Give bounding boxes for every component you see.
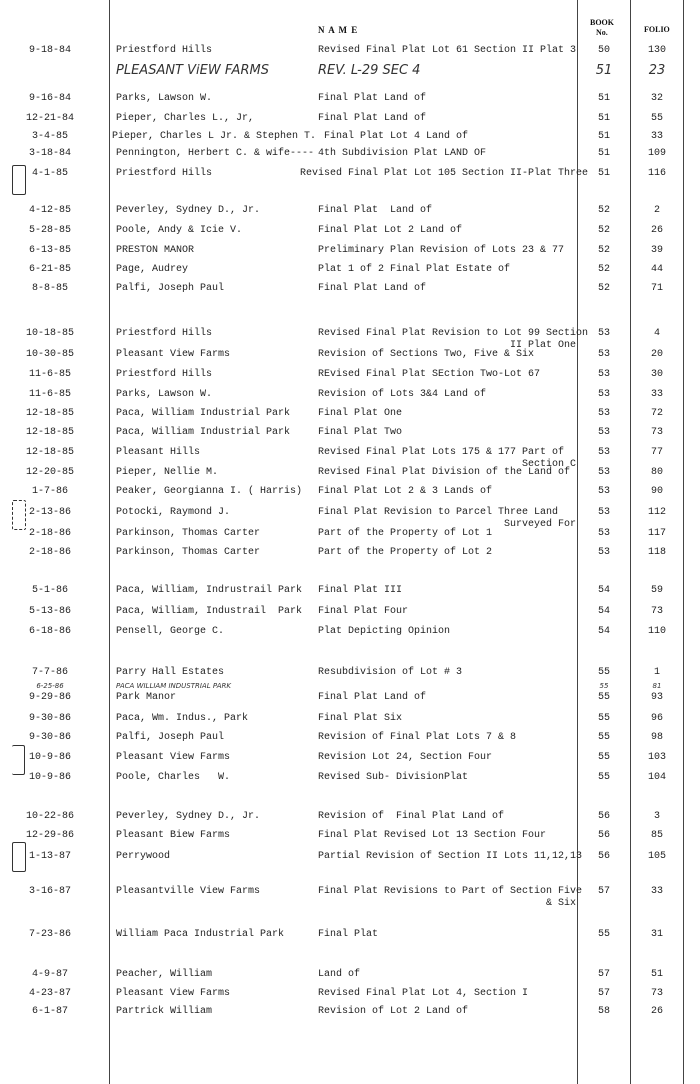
cell-date: 11-6-85 — [28, 389, 71, 400]
cell-desc: Revised Final Plat Lot 105 Section II-Plat Three — [300, 168, 589, 179]
cell-folio: 2 — [653, 205, 660, 216]
cell-date: 9-30-86 — [28, 732, 71, 743]
cell-desc2: Section C — [521, 459, 576, 470]
cell-date: 4-12-85 — [28, 205, 71, 216]
cell-folio: 73 — [650, 427, 663, 438]
cell-name: Pieper, Nellie M. — [116, 467, 219, 478]
cell-desc: Part of the Property of Lot 2 — [318, 547, 493, 558]
cell-name: Parks, Lawson W. — [116, 389, 213, 400]
cell-date: 12-18-85 — [25, 427, 74, 438]
table-row — [0, 389, 700, 403]
cell-name: Pleasant View Farms — [116, 988, 231, 999]
cell-book: 55 — [597, 929, 610, 940]
cell-date: 4-1-85 — [31, 168, 68, 179]
cell-book: 55 — [597, 713, 610, 724]
cell-date: 2-13-86 — [28, 507, 71, 518]
cell-desc2: II Plat One — [509, 340, 576, 351]
cell-folio: 81 — [652, 682, 662, 690]
cell-name: Paca, William, Industrail Park — [116, 606, 303, 617]
cell-book: 56 — [597, 830, 610, 841]
cell-book: 54 — [597, 606, 610, 617]
cell-name: William Paca Industrial Park — [116, 929, 285, 940]
cell-date: 10-9-86 — [28, 772, 71, 783]
cell-name: Poole, Charles W. — [116, 772, 231, 783]
table-row — [0, 606, 700, 620]
cell-desc: Final Plat Four — [318, 606, 409, 617]
cell-folio: 71 — [650, 283, 663, 294]
table-row — [0, 667, 700, 681]
cell-name: Paca, William Industrial Park — [116, 427, 291, 438]
table-row — [0, 692, 700, 706]
table-row — [0, 988, 700, 1002]
cell-desc: Preliminary Plan Revision of Lots 23 & 77 — [318, 245, 565, 256]
cell-book: 58 — [597, 1006, 610, 1017]
cell-date: 7-23-86 — [28, 929, 71, 940]
cell-desc2: & Six — [545, 898, 576, 909]
cell-book: 57 — [597, 886, 610, 897]
table-row — [0, 772, 700, 786]
table-row — [0, 752, 700, 766]
table-row — [0, 349, 700, 363]
cell-desc: Final Plat Revised Lot 13 Section Four — [318, 830, 547, 841]
cell-folio: 77 — [650, 447, 663, 458]
column-divider-folio — [630, 0, 631, 1084]
cell-folio: 20 — [650, 349, 663, 360]
cell-date: 6-18-86 — [28, 626, 71, 637]
cell-book: 53 — [597, 389, 610, 400]
table-row — [0, 447, 700, 470]
cell-desc: Revised Final Plat Revision to Lot 99 Section — [318, 328, 589, 339]
cell-folio: 93 — [650, 692, 663, 703]
table-row — [0, 467, 700, 481]
table-row — [0, 205, 700, 219]
table-row — [0, 713, 700, 727]
cell-desc: Final Plat Land of — [318, 283, 427, 294]
table-row — [0, 427, 700, 441]
cell-desc: Revision Lot 24, Section Four — [318, 752, 493, 763]
table-row — [0, 507, 700, 530]
table-row — [0, 369, 700, 383]
cell-folio: 130 — [647, 45, 666, 56]
cell-folio: 39 — [650, 245, 663, 256]
cell-folio: 80 — [650, 467, 663, 478]
cell-name: PRESTON MANOR — [116, 245, 195, 256]
cell-folio: 51 — [650, 969, 663, 980]
cell-date: 11-6-85 — [28, 369, 71, 380]
cell-book: 55 — [597, 752, 610, 763]
cell-desc: Plat Depicting Opinion — [318, 626, 451, 637]
cell-folio: 104 — [647, 772, 666, 783]
cell-desc: Revision of Lot 2 Land of — [318, 1006, 469, 1017]
table-row — [0, 245, 700, 259]
cell-folio: 98 — [650, 732, 663, 743]
cell-name: Partrick William — [116, 1006, 213, 1017]
cell-date: 5-1-86 — [31, 585, 68, 596]
cell-date: 3-16-87 — [28, 886, 71, 897]
table-row — [0, 486, 700, 500]
table-row — [0, 886, 700, 909]
cell-date: 9-16-84 — [28, 93, 71, 104]
cell-folio: 90 — [650, 486, 663, 497]
cell-desc: Partial Revision of Section II Lots 11,12,13 — [318, 851, 583, 862]
table-row — [0, 93, 700, 107]
cell-date: 12-29-86 — [25, 830, 74, 841]
cell-book: 51 — [597, 93, 610, 104]
cell-date: 9-29-86 — [28, 692, 71, 703]
table-row — [0, 547, 700, 561]
table-row — [0, 969, 700, 983]
cell-folio: 23 — [648, 63, 666, 78]
cell-name: Parks, Lawson W. — [116, 93, 213, 104]
cell-folio: 33 — [650, 389, 663, 400]
cell-desc: Revised Final Plat Lots 175 & 177 Part of — [318, 447, 565, 458]
cell-book: 53 — [597, 408, 610, 419]
cell-date: 9-30-86 — [28, 713, 71, 724]
cell-desc: REvised Final Plat SEction Two-Lot 67 — [318, 369, 541, 380]
cell-name: Pieper, Charles L., Jr, — [116, 113, 255, 124]
cell-book: 55 — [597, 692, 610, 703]
cell-date: 6-13-85 — [28, 245, 71, 256]
cell-folio: 109 — [647, 148, 666, 159]
cell-book: 51 — [597, 168, 610, 179]
name-header: N A M E — [318, 25, 359, 35]
column-divider-right — [683, 0, 684, 1084]
cell-name: Peverley, Sydney D., Jr. — [116, 205, 261, 216]
cell-desc: Land of — [318, 969, 361, 980]
cell-book: 52 — [597, 283, 610, 294]
table-row — [0, 408, 700, 422]
book-no-header: No. — [596, 28, 608, 37]
cell-name: Palfi, Joseph Paul — [116, 732, 225, 743]
table-row — [0, 283, 700, 297]
cell-book: 53 — [597, 328, 610, 339]
cell-desc: Revised Final Plat Lot 61 Section II Plat 3 — [318, 45, 577, 56]
cell-name: Page, Audrey — [116, 264, 189, 275]
cell-desc: Final Plat Revisions to Part of Section Five — [318, 886, 583, 897]
cell-desc: Final Plat One — [318, 408, 403, 419]
cell-book: 52 — [597, 225, 610, 236]
cell-folio: 117 — [647, 528, 666, 539]
cell-folio: 26 — [650, 225, 663, 236]
table-row — [0, 1006, 700, 1020]
cell-folio: 116 — [647, 168, 666, 179]
table-row — [0, 45, 700, 59]
cell-name: Parkinson, Thomas Carter — [116, 547, 261, 558]
cell-desc: Revision of Lots 3&4 Land of — [318, 389, 487, 400]
cell-book: 53 — [597, 369, 610, 380]
cell-date: 8-8-85 — [31, 283, 68, 294]
cell-date: 2-18-86 — [28, 547, 71, 558]
folio-header: FOLIO — [644, 25, 670, 34]
cell-book: 57 — [597, 969, 610, 980]
cell-book: 50 — [597, 45, 610, 56]
cell-desc2: Surveyed For — [503, 519, 576, 530]
cell-desc: Plat 1 of 2 Final Plat Estate of — [318, 264, 511, 275]
cell-date: 2-18-86 — [28, 528, 71, 539]
cell-date: 3-18-84 — [28, 148, 71, 159]
cell-desc: Final Plat Lot 2 & 3 Lands of — [318, 486, 493, 497]
cell-date: 10-9-86 — [28, 752, 71, 763]
cell-date: 12-21-84 — [25, 113, 74, 124]
cell-name: Potocki, Raymond J. — [116, 507, 231, 518]
cell-book: 52 — [597, 205, 610, 216]
cell-desc: Final Plat — [318, 929, 379, 940]
cell-desc: Part of the Property of Lot 1 — [318, 528, 493, 539]
cell-date: 7-7-86 — [31, 667, 68, 678]
cell-book: 51 — [597, 113, 610, 124]
cell-folio: 96 — [650, 713, 663, 724]
cell-folio: 73 — [650, 606, 663, 617]
cell-book: 53 — [597, 349, 610, 360]
cell-name: PACA WILLIAM INDUSTRIAL PARK — [116, 682, 231, 690]
cell-date: 6-1-87 — [31, 1006, 68, 1017]
cell-name: Parkinson, Thomas Carter — [116, 528, 261, 539]
cell-name: Peaker, Georgianna I. ( Harris) — [116, 486, 303, 497]
cell-name: Poole, Andy & Icie V. — [116, 225, 243, 236]
cell-name: Parry Hall Estates — [116, 667, 225, 678]
cell-name: Peacher, William — [116, 969, 213, 980]
column-divider-book — [577, 0, 578, 1084]
cell-name: Pleasant Hills — [116, 447, 201, 458]
cell-date: 12-18-85 — [25, 408, 74, 419]
cell-desc: Final Plat Lot 2 Land of — [318, 225, 463, 236]
cell-desc: Revision of Final Plat Land of — [318, 811, 505, 822]
cell-folio: 32 — [650, 93, 663, 104]
table-row — [0, 65, 700, 79]
cell-book: 55 — [599, 682, 609, 690]
cell-book: 53 — [597, 486, 610, 497]
cell-folio: 110 — [647, 626, 666, 637]
cell-name: Priestford Hills — [116, 369, 213, 380]
cell-folio: 3 — [653, 811, 660, 822]
cell-folio: 112 — [647, 507, 666, 518]
cell-desc: REV. L-29 SEC 4 — [318, 63, 421, 78]
table-row — [0, 929, 700, 943]
cell-book: 56 — [597, 851, 610, 862]
cell-book: 54 — [597, 626, 610, 637]
cell-date: 6-21-85 — [28, 264, 71, 275]
cell-desc: Resubdivision of Lot # 3 — [318, 667, 463, 678]
cell-book: 54 — [597, 585, 610, 596]
cell-folio: 4 — [653, 328, 660, 339]
cell-desc: Final Plat Land of — [318, 205, 433, 216]
cell-date: 3-4-85 — [31, 131, 68, 142]
cell-book: 51 — [595, 63, 613, 78]
cell-book: 57 — [597, 988, 610, 999]
cell-name: Pleasantville View Farms — [116, 886, 261, 897]
cell-book: 52 — [597, 245, 610, 256]
table-row — [0, 148, 700, 162]
cell-folio: 85 — [650, 830, 663, 841]
cell-book: 53 — [597, 447, 610, 458]
cell-folio: 103 — [647, 752, 666, 763]
cell-desc: Final Plat Lot 4 Land of — [324, 131, 469, 142]
cell-desc: Final Plat Land of — [318, 692, 427, 703]
table-row — [0, 168, 700, 182]
cell-date: 4-9-87 — [31, 969, 68, 980]
cell-date: 12-20-85 — [25, 467, 74, 478]
cell-book: 55 — [597, 732, 610, 743]
cell-name: Pensell, George C. — [116, 626, 225, 637]
cell-date: 9-18-84 — [28, 45, 71, 56]
cell-name: Priestford Hills — [116, 328, 213, 339]
cell-name: Peverley, Sydney D., Jr. — [116, 811, 261, 822]
cell-date: 5-28-85 — [28, 225, 71, 236]
cell-name: Pleasant Biew Farms — [116, 830, 231, 841]
cell-book: 53 — [597, 427, 610, 438]
cell-name: Priestford Hills — [116, 168, 213, 179]
table-row — [0, 113, 700, 127]
cell-name: Palfi, Joseph Paul — [116, 283, 225, 294]
cell-name: Pennington, Herbert C. & wife---- — [116, 148, 315, 159]
cell-folio: 44 — [650, 264, 663, 275]
cell-folio: 105 — [647, 851, 666, 862]
cell-folio: 33 — [650, 131, 663, 142]
table-row — [0, 626, 700, 640]
cell-book: 51 — [597, 148, 610, 159]
cell-book: 53 — [597, 467, 610, 478]
cell-folio: 30 — [650, 369, 663, 380]
cell-name: PLEASANT ViEW FARMS — [116, 63, 269, 78]
cell-name: Pleasant View Farms — [116, 349, 231, 360]
table-row — [0, 732, 700, 746]
cell-desc: Final Plat Land of — [318, 93, 427, 104]
cell-folio: 31 — [650, 929, 663, 940]
cell-date: 1-13-87 — [28, 851, 71, 862]
cell-folio: 55 — [650, 113, 663, 124]
cell-book: 52 — [597, 264, 610, 275]
cell-name: Priestford Hills — [116, 45, 213, 56]
cell-book: 51 — [597, 131, 610, 142]
table-row — [0, 811, 700, 825]
cell-date: 10-30-85 — [25, 349, 74, 360]
table-row — [0, 225, 700, 239]
table-row — [0, 528, 700, 542]
cell-date: 12-18-85 — [25, 447, 74, 458]
cell-name: Pleasant View Farms — [116, 752, 231, 763]
cell-date: 5-13-86 — [28, 606, 71, 617]
cell-name: Paca, William, Indrustrail Park — [116, 585, 303, 596]
cell-name: Pieper, Charles L Jr. & Stephen T. — [112, 131, 317, 142]
cell-folio: 26 — [650, 1006, 663, 1017]
cell-desc: Revised Final Plat Division of the Land of — [318, 467, 571, 478]
cell-book: 55 — [597, 667, 610, 678]
cell-desc: Final Plat Revision to Parcel Three Land — [318, 507, 559, 518]
cell-date: 1-7-86 — [31, 486, 68, 497]
cell-date: 4-23-87 — [28, 988, 71, 999]
cell-desc: Revised Sub- DivisionPlat — [318, 772, 469, 783]
cell-desc: Revised Final Plat Lot 4, Section I — [318, 988, 529, 999]
cell-desc: Revision of Final Plat Lots 7 & 8 — [318, 732, 517, 743]
cell-folio: 72 — [650, 408, 663, 419]
cell-desc: Final Plat Six — [318, 713, 403, 724]
cell-desc: Final Plat III — [318, 585, 403, 596]
cell-desc: Final Plat Land of — [318, 113, 427, 124]
cell-desc: Final Plat Two — [318, 427, 403, 438]
cell-folio: 73 — [650, 988, 663, 999]
cell-folio: 1 — [653, 667, 660, 678]
table-row — [0, 830, 700, 844]
cell-desc: 4th Subdivision Plat LAND OF — [318, 148, 487, 159]
table-row — [0, 851, 700, 865]
cell-desc: Revision of Sections Two, Five & Six — [318, 349, 535, 360]
cell-folio: 118 — [647, 547, 666, 558]
cell-book: 53 — [597, 507, 610, 518]
cell-book: 53 — [597, 547, 610, 558]
table-row — [0, 328, 700, 351]
cell-book: 56 — [597, 811, 610, 822]
table-row — [0, 585, 700, 599]
column-divider-left — [109, 0, 110, 1084]
table-row — [0, 131, 700, 145]
book-header: BOOK — [590, 18, 615, 27]
cell-folio: 59 — [650, 585, 663, 596]
cell-name: Paca, William Industrial Park — [116, 408, 291, 419]
cell-name: Park Manor — [116, 692, 177, 703]
cell-date: 10-22-86 — [25, 811, 74, 822]
cell-date: 6-25-86 — [36, 682, 64, 690]
table-row — [0, 264, 700, 278]
cell-date: 10-18-85 — [25, 328, 74, 339]
cell-book: 55 — [597, 772, 610, 783]
cell-name: Paca, Wm. Indus., Park — [116, 713, 249, 724]
cell-name: Perrywood — [116, 851, 171, 862]
cell-folio: 33 — [650, 886, 663, 897]
cell-book: 53 — [597, 528, 610, 539]
